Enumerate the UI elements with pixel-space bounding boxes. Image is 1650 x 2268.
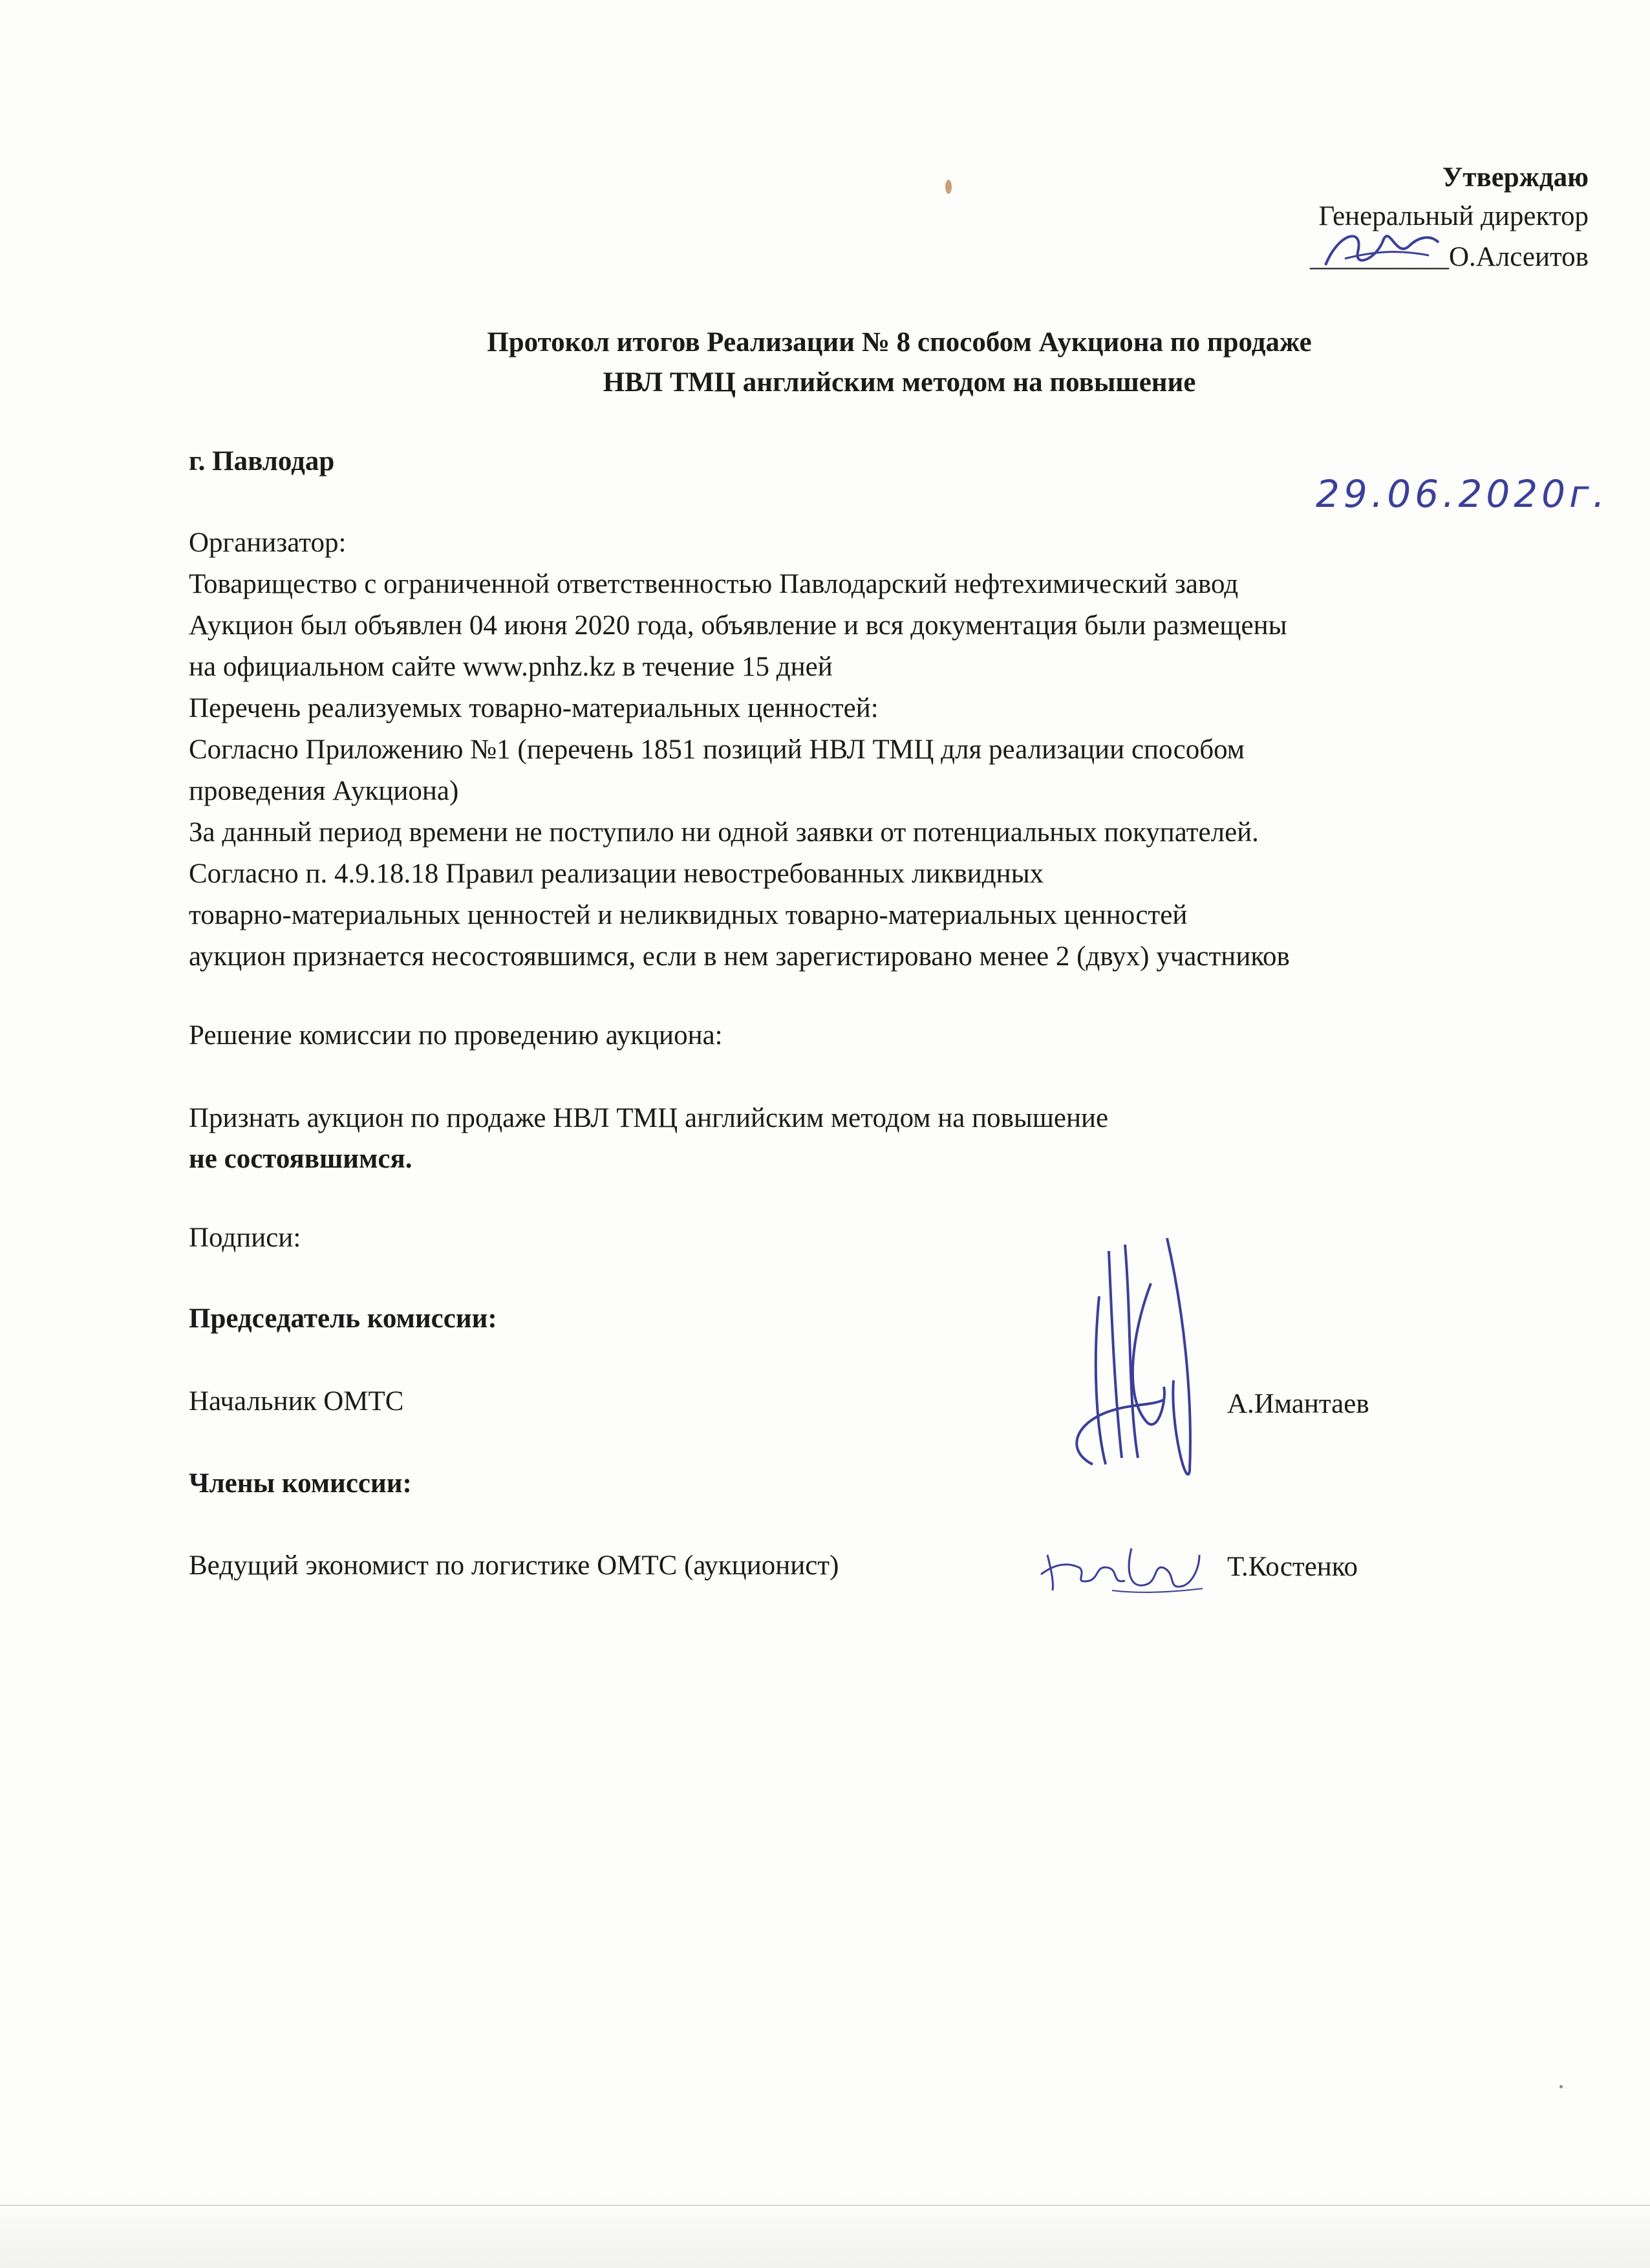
chair-position: Начальник ОМТС	[189, 1386, 404, 1417]
document-title-line2: НВЛ ТМЦ английским методом на повышение	[603, 367, 1196, 398]
approval-position: Генеральный директор	[1318, 201, 1589, 231]
chair-name: А.Имантаев	[1227, 1389, 1369, 1419]
city: г. Павлодар	[189, 446, 335, 476]
decision-text: Признать аукцион по продаже НВЛ ТМЦ английским методом на повышение	[189, 1103, 1109, 1133]
body-line: аукцион признается несостоявшимся, если в нем зарегистировано менее 2 (двух) участников	[189, 941, 1290, 972]
body-line: Согласно Приложению №1 (перечень 1851 позиций НВЛ ТМЦ для реализации способом	[189, 734, 1245, 765]
chair-heading: Председатель комиссии:	[189, 1303, 497, 1334]
body-line: Аукцион был объявлен 04 июня 2020 года, объявление и вся документация были размещены	[189, 610, 1287, 641]
body-line: За данный период времени не поступило ни одной заявки от потенциальных покупателей.	[189, 817, 1259, 848]
signatures-heading: Подписи:	[189, 1223, 301, 1253]
body-line: товарно-материальных ценностей и неликвидных товарно-материальных ценностей	[189, 900, 1188, 930]
stain-mark	[945, 180, 952, 194]
member-position: Ведущий экономист по логистике ОМТС (аукционист)	[189, 1550, 839, 1581]
director-signature	[1319, 220, 1448, 278]
member-name: Т.Костенко	[1227, 1552, 1358, 1582]
decision-heading: Решение комиссии по проведению аукциона:	[189, 1020, 723, 1051]
approval-name-line: __________О.Алсеитов	[1309, 242, 1589, 272]
dust-mark	[1559, 2085, 1563, 2088]
body-line: Товарищество с ограниченной ответственностью Павлодарский нефтехимический завод	[189, 569, 1239, 599]
chair-signature	[1054, 1232, 1209, 1477]
members-heading: Члены комиссии:	[189, 1468, 412, 1499]
approval-heading: Утверждаю	[1442, 162, 1589, 193]
document-title-line1: Протокол итогов Реализации № 8 способом Аукциона по продаже	[487, 327, 1312, 358]
member-signature	[1034, 1529, 1209, 1600]
body-line: на официальном сайте www.pnhz.kz в течение 15 дней	[189, 652, 833, 682]
body-line: Перечень реализуемых товарно-материальных ценностей:	[189, 693, 879, 723]
decision-result: не состоявшимся.	[189, 1144, 412, 1174]
handwritten-date: 29.06.2020г.	[1316, 472, 1609, 516]
body-line: Организатор:	[189, 528, 347, 558]
body-line: проведения Аукциона)	[189, 776, 459, 806]
scan-edge-line	[0, 2205, 1650, 2206]
body-line: Согласно п. 4.9.18.18 Правил реализации невостребованных ликвидных	[189, 859, 1044, 889]
